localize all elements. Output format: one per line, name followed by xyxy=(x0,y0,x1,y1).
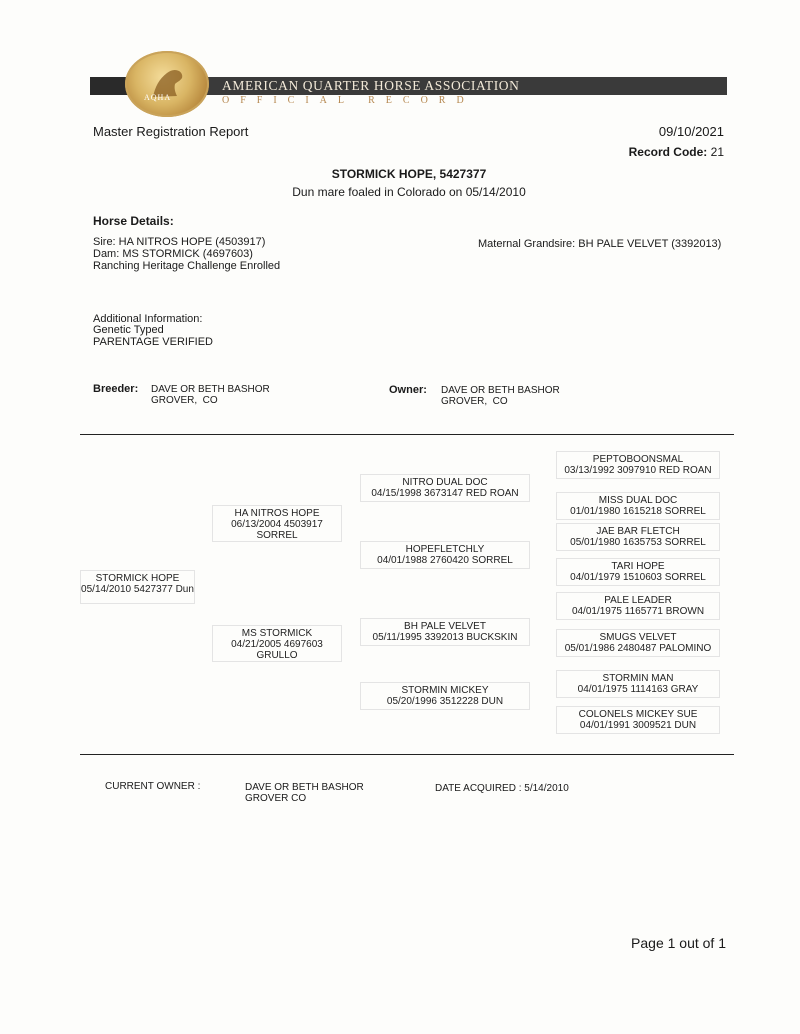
pedigree-sire-dam-info: 04/01/1988 2760420 SORREL xyxy=(377,555,513,566)
pedigree-g2-name: MISS DUAL DOC xyxy=(598,495,678,506)
aqha-logo xyxy=(125,51,209,117)
pedigree-sire-dam-name: HOPEFLETCHLY xyxy=(405,544,485,555)
program-line: Ranching Heritage Challenge Enrolled xyxy=(93,260,281,272)
pedigree-dam xyxy=(212,625,342,662)
pedigree-g8-name: COLONELS MICKEY SUE xyxy=(578,709,698,720)
pedigree-dam-sire xyxy=(360,618,530,646)
pedigree-g7-name: STORMIN MAN xyxy=(602,673,674,684)
pedigree-great-grandparent-7 xyxy=(556,670,720,698)
pedigree-g7-info: 04/01/1975 1114163 GRAY xyxy=(577,684,699,695)
pedigree-subject-name: STORMICK HOPE xyxy=(95,573,180,584)
breeder-location: GROVER, CO xyxy=(151,395,218,406)
genetic-typed: Genetic Typed xyxy=(93,324,164,336)
additional-info-heading: Additional Information: xyxy=(93,313,203,325)
logo-text: AQHA xyxy=(144,93,172,102)
owner-label: Owner: xyxy=(389,384,427,396)
current-owner-location: GROVER CO xyxy=(245,793,307,804)
record-code-value: 21 xyxy=(710,145,724,159)
pedigree-sire-name: HA NITROS HOPE xyxy=(234,508,320,519)
horse-details-heading: Horse Details: xyxy=(93,214,174,228)
horse-description: Dun mare foaled in Colorado on 05/14/2010 xyxy=(292,185,526,199)
pedigree-g3-name: JAE BAR FLETCH xyxy=(596,526,680,537)
pedigree-dam-color: GRULLO xyxy=(256,650,298,661)
pedigree-subject-info: 05/14/2010 5427377 Dun xyxy=(81,584,194,595)
pedigree-sire-sire-info: 04/15/1998 3673147 RED ROAN xyxy=(371,488,519,499)
header-bar-accent xyxy=(90,77,130,95)
pedigree-g2-info: 01/01/1980 1615218 SORREL xyxy=(570,506,706,517)
divider-bottom xyxy=(80,754,734,755)
pedigree-great-grandparent-4 xyxy=(556,558,720,586)
sire-line: Sire: HA NITROS HOPE (4503917) xyxy=(93,236,266,248)
pedigree-g1-name: PEPTOBOONSMAL xyxy=(592,454,684,465)
horse-name: STORMICK HOPE, 5427377 xyxy=(331,167,487,181)
pedigree-dam-sire-info: 05/11/1995 3392013 BUCKSKIN xyxy=(372,632,518,643)
record-code xyxy=(629,145,724,159)
current-owner-label: CURRENT OWNER : xyxy=(105,781,201,792)
pedigree-g8-info: 04/01/1991 3009521 DUN xyxy=(579,720,697,731)
association-name: AMERICAN QUARTER HORSE ASSOCIATION xyxy=(222,78,520,93)
record-code-label: Record Code: xyxy=(628,145,708,159)
pedigree-dam-dam-name: STORMIN MICKEY xyxy=(401,685,489,696)
pedigree-dam-sire-name: BH PALE VELVET xyxy=(404,621,486,632)
pedigree-g6-info: 05/01/1986 2480487 PALOMINO xyxy=(564,643,712,654)
pedigree-subject xyxy=(80,570,195,604)
parentage-verified: PARENTAGE VERIFIED xyxy=(93,336,214,348)
pedigree-g6-name: SMUGS VELVET xyxy=(599,632,677,643)
horse-head-icon xyxy=(125,51,209,117)
pedigree-sire-dam xyxy=(360,541,530,569)
pedigree-sire-sire xyxy=(360,474,530,502)
report-title: Master Registration Report xyxy=(93,124,249,139)
pedigree-sire-info: 06/13/2004 4503917 xyxy=(231,519,323,530)
pedigree-sire-color: SORREL xyxy=(256,530,298,541)
divider-top xyxy=(80,434,734,435)
pedigree-great-grandparent-1 xyxy=(556,451,720,479)
official-record-label: OFFICIAL RECORD xyxy=(222,95,475,106)
owner-location: GROVER, CO xyxy=(441,396,508,407)
pedigree-dam-info: 04/21/2005 4697603 xyxy=(231,639,323,650)
pedigree-great-grandparent-6 xyxy=(556,629,720,657)
pedigree-dam-name: MS STORMICK xyxy=(241,628,313,639)
pedigree-g4-info: 04/01/1979 1510603 SORREL xyxy=(570,572,706,583)
pedigree-great-grandparent-8 xyxy=(556,706,720,734)
owner-name: DAVE OR BETH BASHOR xyxy=(441,385,560,396)
pedigree-dam-dam-info: 05/20/1996 3512228 DUN xyxy=(386,696,504,707)
current-owner-name: DAVE OR BETH BASHOR xyxy=(245,782,364,793)
date-acquired: DATE ACQUIRED : 5/14/2010 xyxy=(435,783,569,794)
report-date: 09/10/2021 xyxy=(658,124,724,139)
pedigree-g1-info: 03/13/1992 3097910 RED ROAN xyxy=(564,465,712,476)
pedigree-great-grandparent-5 xyxy=(556,592,720,620)
dam-line: Dam: MS STORMICK (4697603) xyxy=(93,248,253,260)
breeder-label: Breeder: xyxy=(93,383,139,395)
breeder-name: DAVE OR BETH BASHOR xyxy=(151,384,270,395)
pedigree-g5-info: 04/01/1975 1165771 BROWN xyxy=(571,606,705,617)
pedigree-dam-dam xyxy=(360,682,530,710)
page-number: Page 1 out of 1 xyxy=(631,935,726,951)
pedigree-great-grandparent-2 xyxy=(556,492,720,520)
pedigree-g5-name: PALE LEADER xyxy=(604,595,672,606)
pedigree-g3-info: 05/01/1980 1635753 SORREL xyxy=(570,537,706,548)
maternal-grandsire-line: Maternal Grandsire: BH PALE VELVET (3392013) xyxy=(478,238,722,250)
pedigree-sire-sire-name: NITRO DUAL DOC xyxy=(402,477,488,488)
pedigree-sire xyxy=(212,505,342,542)
pedigree-g4-name: TARI HOPE xyxy=(611,561,665,572)
pedigree-great-grandparent-3 xyxy=(556,523,720,551)
